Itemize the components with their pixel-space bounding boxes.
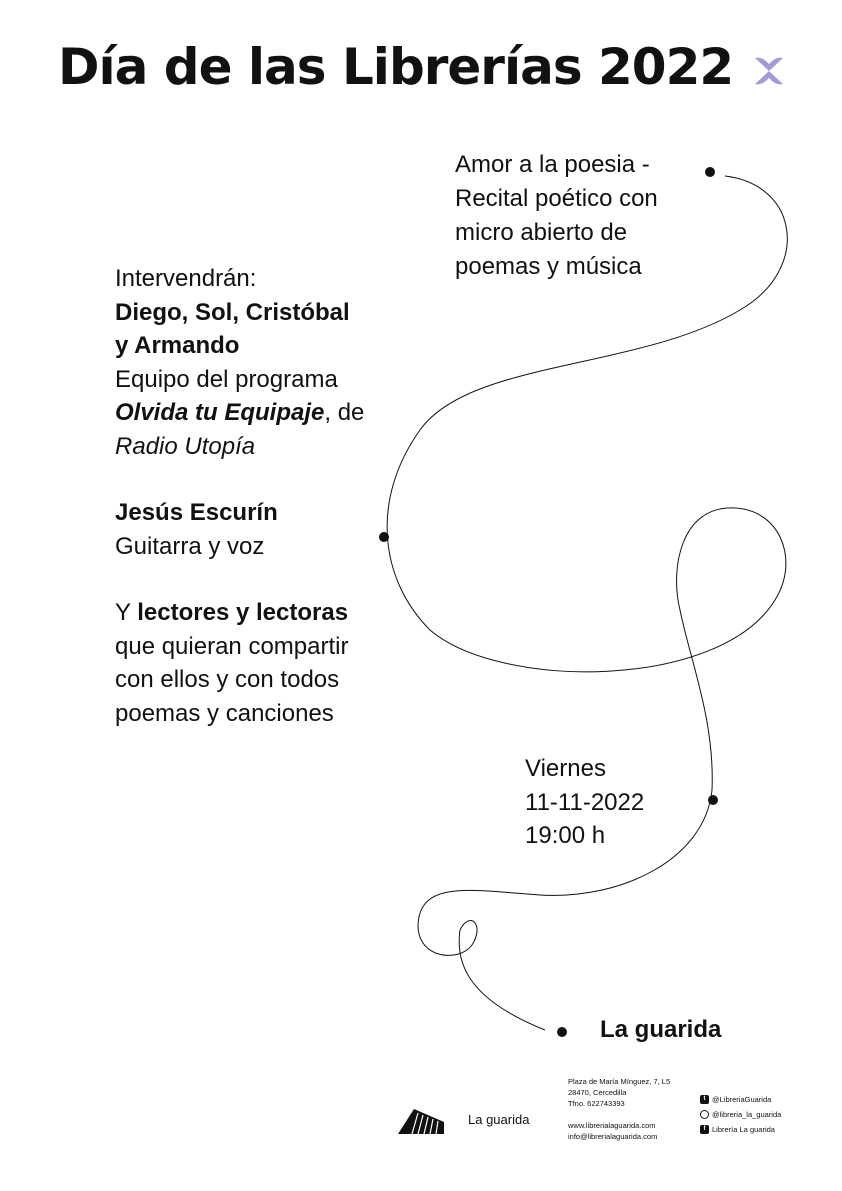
venue-name: La guarida (600, 1016, 722, 1043)
instagram-link[interactable] (700, 1107, 781, 1122)
twitter-handle: @LibreriaGuarida (712, 1095, 772, 1104)
participants-intro: Intervendrán: (115, 265, 257, 292)
team-mid: , de (324, 399, 365, 426)
readers-highlight: lectores y lectoras (137, 599, 349, 626)
facebook-link[interactable] (700, 1122, 781, 1137)
schedule-block (525, 752, 725, 853)
event-date: 11-11-2022 (525, 788, 645, 816)
phone: Tfno. 622743393 (568, 1099, 625, 1108)
team-description (115, 363, 365, 464)
readers-prefix: Y (115, 599, 138, 626)
radio-name: Radio Utopía (115, 432, 256, 460)
event-day: Viernes (525, 755, 606, 782)
twitter-link[interactable] (700, 1092, 781, 1107)
facebook-handle: Librería La guarida (712, 1125, 775, 1134)
event-time: 19:00 h (525, 822, 606, 849)
path-dot (557, 1027, 567, 1037)
page-title: Día de las Librerías 2022 (58, 38, 734, 96)
readers-suffix: que quieran compartir con ellos y con todos poemas y canciones (115, 632, 349, 727)
instagram-handle: @libreria_la_guarida (712, 1110, 782, 1119)
footer-brand: La guarida (468, 1112, 530, 1127)
musician-name: Jesús Escurín (115, 499, 278, 526)
social-links (700, 1092, 781, 1137)
mountain-logo-icon (398, 1106, 468, 1134)
team-prefix: Equipo del programa (115, 365, 338, 393)
program-name: Olvida tu Equipaje (115, 399, 325, 426)
musician-role: Guitarra y voz (115, 532, 265, 560)
twitter-icon: t (700, 1095, 709, 1104)
participants-block (115, 262, 365, 730)
website-link[interactable]: www.librerialaguarida.com (568, 1121, 656, 1130)
email-link[interactable]: info@librerialaguarida.com (568, 1132, 658, 1141)
address-line1: Plaza de María Mínguez, 7, L5 (568, 1077, 671, 1086)
event-title: Amor a la poesia - Recital poético con micro abierto de poemas y música (455, 151, 658, 280)
readers-text (115, 596, 365, 730)
facebook-icon: f (700, 1125, 709, 1134)
footer-address (568, 1076, 688, 1142)
participant-names: Diego, Sol, Cristóbal y Armando (115, 298, 350, 359)
path-dot (379, 532, 389, 542)
instagram-icon (700, 1110, 709, 1119)
address-line2: 28470, Cercedilla (568, 1088, 627, 1097)
